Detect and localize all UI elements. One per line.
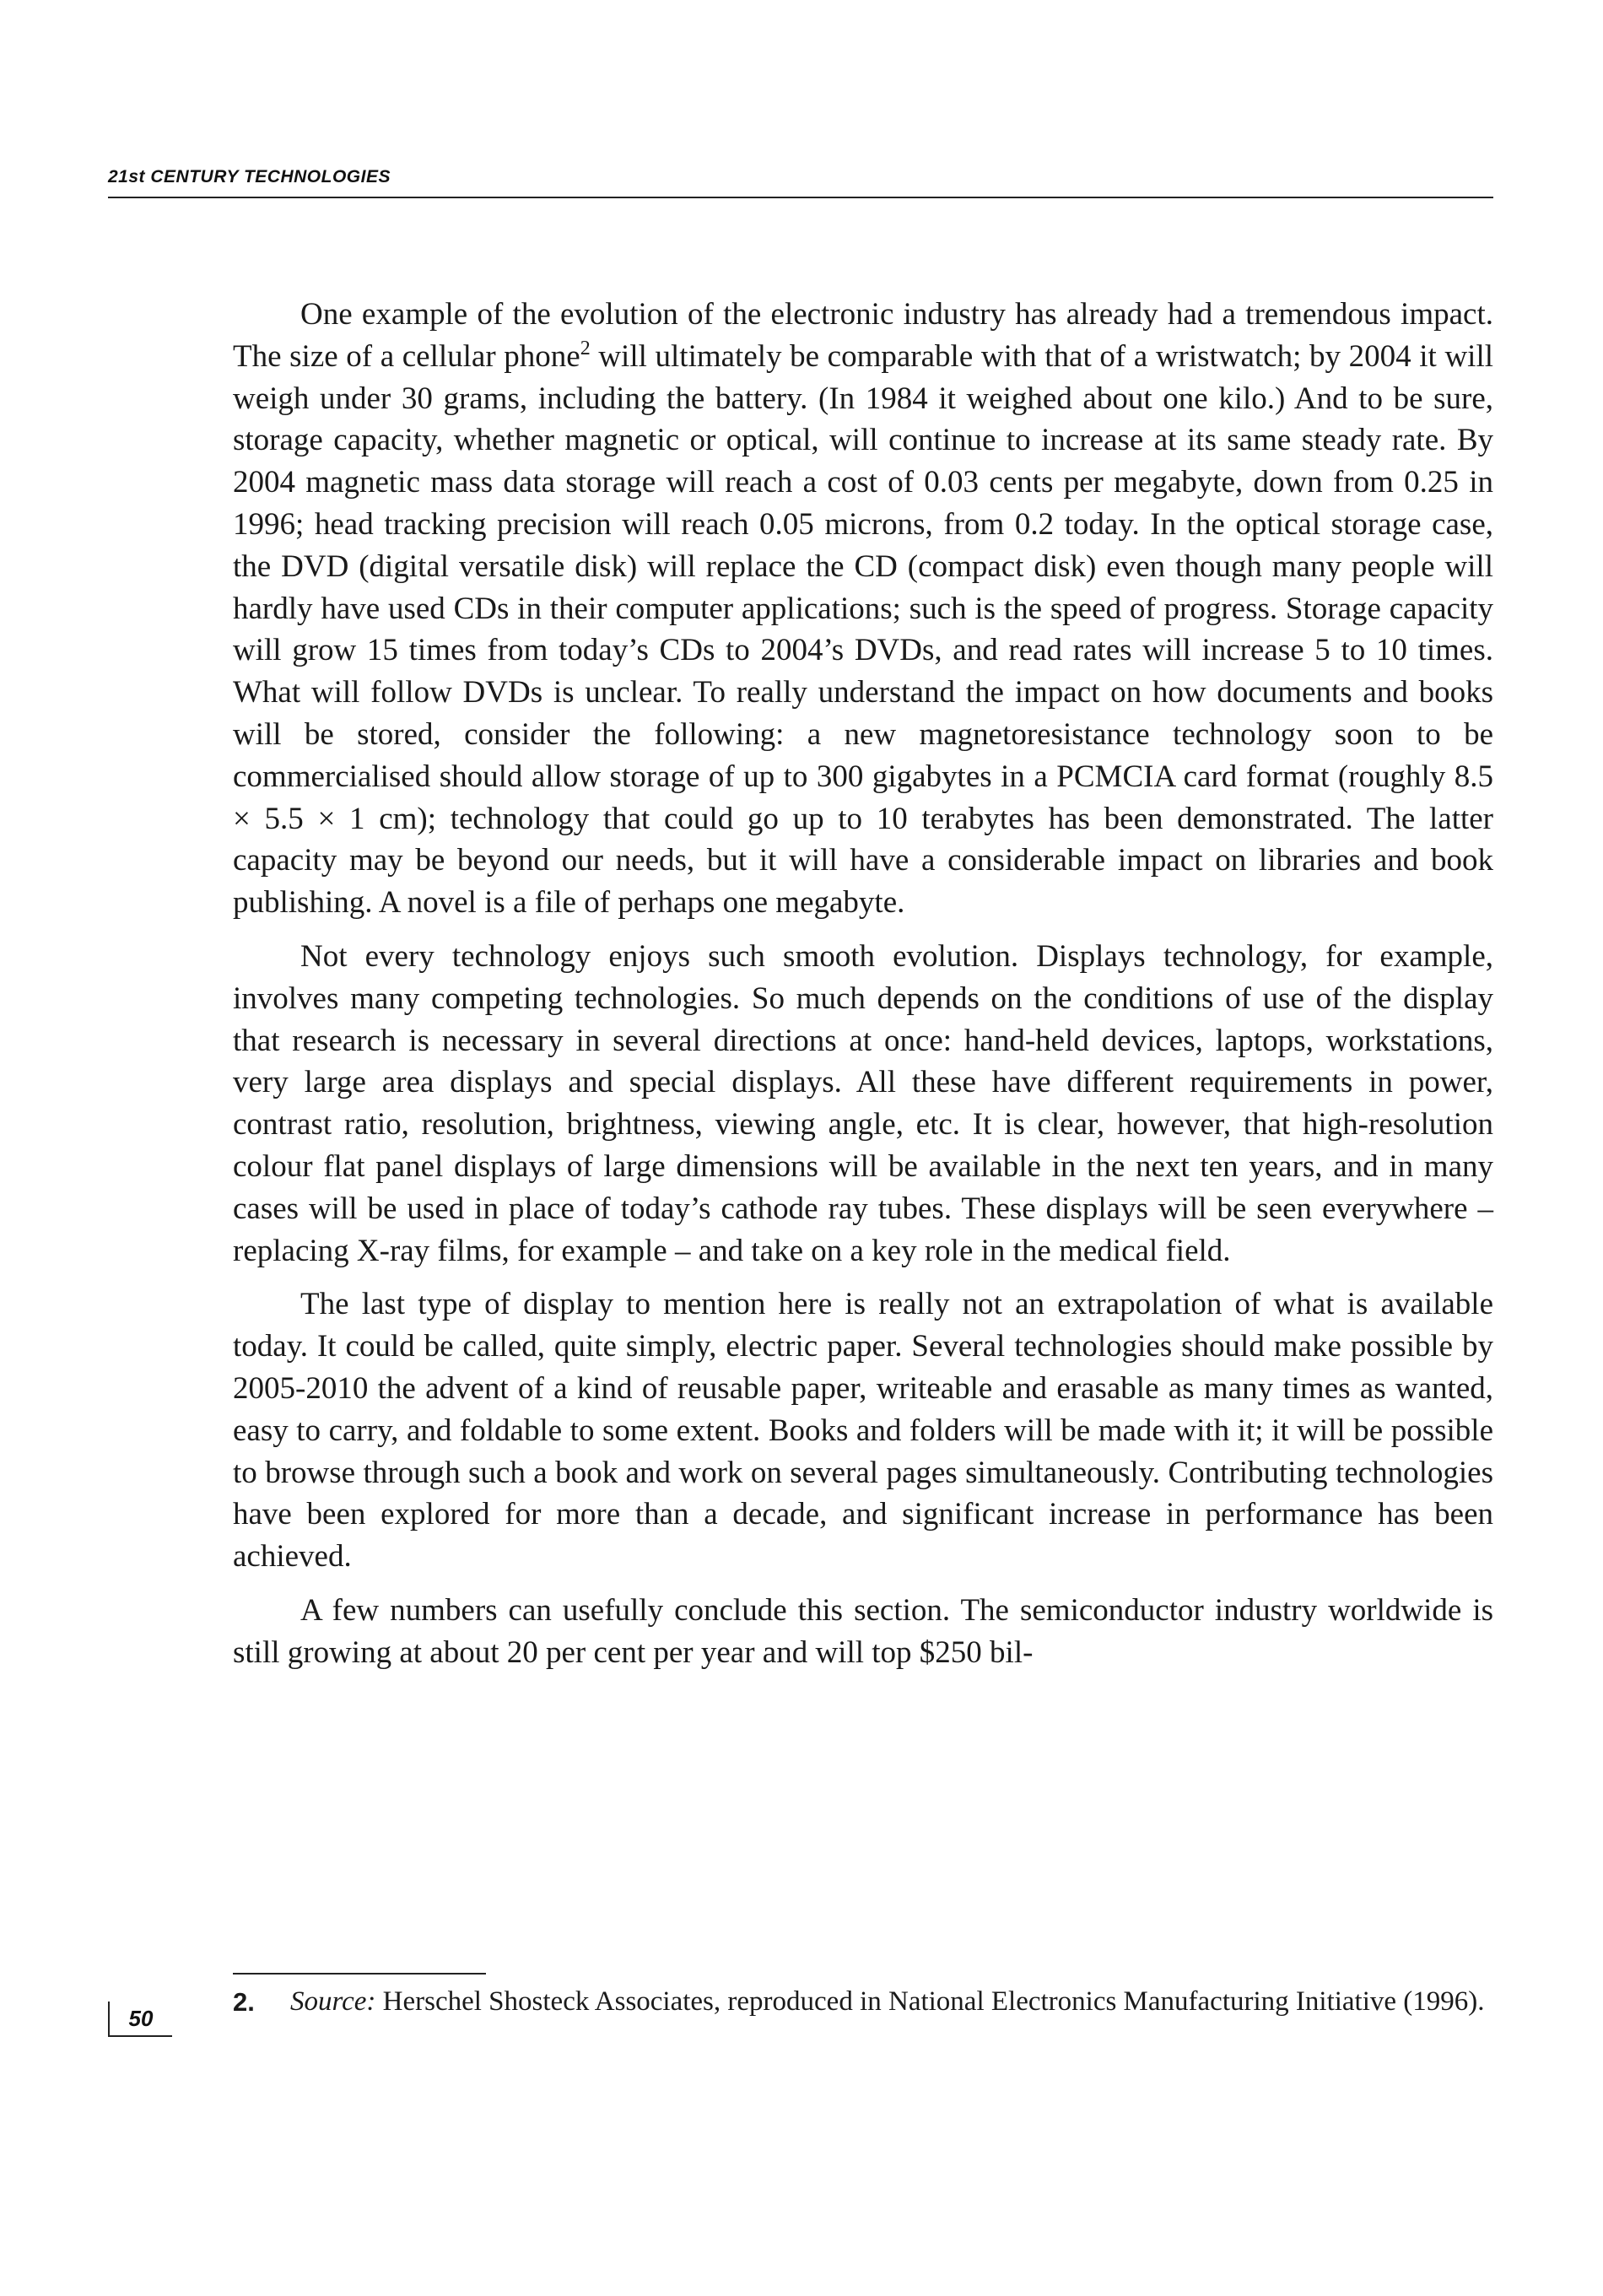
running-head-title: 21st CENTURY TECHNOLOGIES <box>108 167 391 186</box>
footnote-text <box>290 1985 1493 2019</box>
paragraph-1-part-a: One example of the evolution of the electronic industry has already had a tremendous impact. The size of a cellular phone <box>233 297 1493 374</box>
footnote-rule <box>233 1973 486 1975</box>
body-text <box>233 294 1493 1674</box>
paragraph-1-part-b: will ultimately be comparable with that of a wristwatch; by 2004 it will weigh under 30 grams, including the battery. (In 1984 it weighed about one kilo.) And to be sure, storage capacity, whether magnetic or optical, will continue to increase at its same steady rate. By 2004 magnetic mass data storage will reach a cost of 0.03 cents per megabyte, down from 0.25 in 1996; head tracking precision will reach 0.05 microns, from 0.2 today. In the optical storage case, the DVD (digital versatile disk) will replace the CD (compact disk) even though many people will hardly have used CDs in their computer applications; such is the speed of progress. Storage capacity will grow 15 times from today’s CDs to 2004’s DVDs, and read rates will increase 5 to 10 times. What will follow DVDs is unclear. To really understand the impact on how documents and books will be stored, consider the following: a new magnetoresistance technology soon to be commercialised should allow storage of up to 300 gigabytes in a PCMCIA card format (roughly 8.5 × 5.5 × 1 cm); technology that could go up to 10 terabytes has been demonstrated. The latter capacity may be beyond our needs, but it will have a considerable impact on libraries and book publishing. A novel is a file of perhaps one megabyte. <box>233 338 1494 921</box>
paragraph-2: Not every technology enjoys such smooth evolution. Displays technology, for example, involves many competing technologies. So much depends on the conditions of use of the display that research is necessary in several directions at once: hand-held devices, laptops, workstations, very large area displays and special displays. All these have different requirements in power, contrast ratio, resolution, brightness, viewing angle, etc. It is clear, however, that high-resolution colour flat panel displays of large dimensions will be available in the next ten years, and in many cases will be used in place of today’s cathode ray tubes. These displays will be seen everywhere – replacing X-ray films, for example – and take on a key role in the medical field. <box>233 938 1493 1268</box>
paragraph-4: A few numbers can usefully conclude this section. The semiconductor industry worldwide is still growing at about 20 per cent per year and will top $250 bil- <box>233 1592 1493 1670</box>
paragraph-3: The last type of display to mention here is really not an extrapolation of what is available today. It could be called, quite simply, electric paper. Several technologies should make possible by 2005-2010 the advent of a kind of reusable paper, writeable and erasable as many times as wanted, easy to carry, and foldable to some extent. Books and folders will be made with it; it will be possible to browse through such a book and work on several pages simultaneously. Contributing technologies have been explored for more than a decade, and significant increase in performance has been achieved. <box>233 1287 1493 1575</box>
paragraph-1 <box>233 294 1493 924</box>
footnote-body: Herschel Shosteck Associates, reproduced in National Electronics Manufacturing Initiative (1996). <box>375 1986 1485 2017</box>
page-number: 50 <box>108 2002 172 2037</box>
header-rule <box>108 197 1493 198</box>
footnote-number: 2. <box>233 1987 255 2017</box>
footnote-reference: 2 <box>580 337 591 359</box>
footnote <box>233 1985 1493 2019</box>
footnote-source-label: Source: <box>290 1986 376 2017</box>
